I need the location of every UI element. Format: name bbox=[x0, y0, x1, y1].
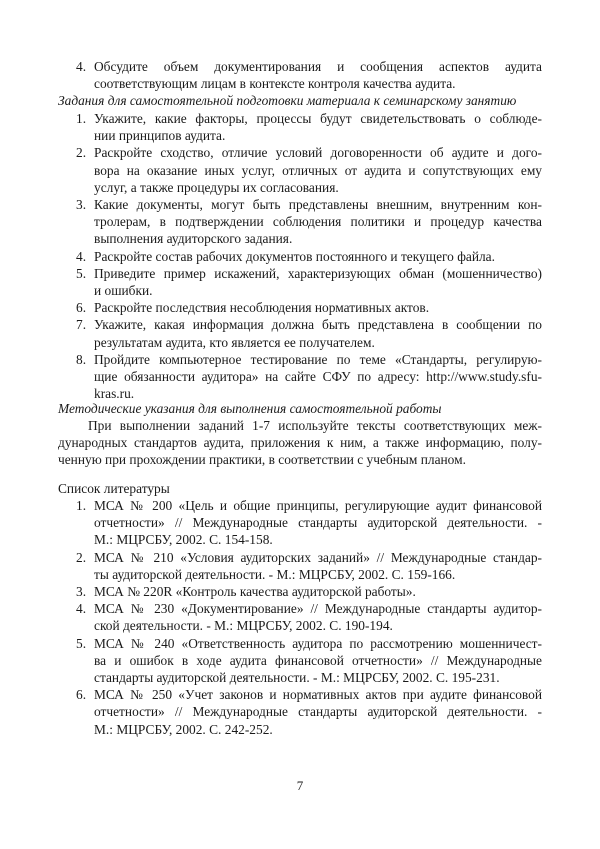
list-item-line: результатам аудита, кто является ее получателем. bbox=[94, 334, 375, 350]
list-number: 3. bbox=[76, 584, 87, 600]
list-item-line: соответствующим лицам в контексте контроля качества аудита. bbox=[94, 76, 456, 92]
task-item bbox=[0, 265, 600, 299]
list-number: 1. bbox=[76, 498, 87, 513]
list-item-line: Раскройте сходство, отличие условий договоренности об аудите и дого- bbox=[94, 145, 542, 161]
list-number: 6. bbox=[76, 687, 87, 703]
list-item-line: МСА № 200 «Цель и общие принципы, регулирующие аудит финансовой bbox=[94, 498, 542, 513]
list-item-line: Раскройте последствия несоблюдения нормативных актов. bbox=[94, 300, 430, 316]
list-item-line: Укажите, какая информация должна быть представлена в сообщении по bbox=[94, 317, 542, 333]
list-number: 5. bbox=[76, 635, 87, 651]
paragraph-line: дународных стандартов аудита, приложения к ним, а также информацию, полу- bbox=[58, 435, 542, 451]
list-number: 4. bbox=[76, 601, 87, 617]
paragraph-line: При выполнении заданий 1-7 используйте тексты соответствующих меж- bbox=[88, 418, 542, 433]
list-item-line: МСА № 240 «Ответственность аудитора по рассмотрению мошенничест- bbox=[94, 635, 542, 651]
task-item bbox=[0, 316, 600, 350]
list-number: 4. bbox=[76, 248, 87, 264]
list-number: 2. bbox=[76, 145, 87, 161]
task-item bbox=[0, 110, 600, 144]
paragraph-line: ченную при прохождении практики, в соответствии с учебным планом. bbox=[58, 452, 466, 468]
list-item-line: нии принципов аудита. bbox=[94, 128, 226, 144]
tasks-heading: Задания для самостоятельной подготовки материала к семинарскому занятию bbox=[58, 93, 517, 108]
literature-list bbox=[0, 497, 600, 738]
list-number: 1. bbox=[76, 111, 87, 126]
list-number: 5. bbox=[76, 265, 87, 281]
list-number: 6. bbox=[76, 300, 87, 316]
list-number: 8. bbox=[76, 351, 87, 367]
list-item-line: Обсудите объем документирования и сообщения аспектов аудита bbox=[94, 59, 542, 74]
literature-item bbox=[0, 635, 600, 687]
list-item-line: тролерам, в подтверждении соблюдения политики и процедур качества bbox=[94, 214, 542, 230]
list-item-line: Пройдите компьютерное тестирование по теме «Стандарты, регулирую- bbox=[94, 351, 542, 367]
literature-heading: Список литературы bbox=[58, 481, 170, 496]
literature-item bbox=[0, 549, 600, 583]
list-number: 2. bbox=[76, 549, 87, 565]
literature-item bbox=[0, 600, 600, 634]
list-item-line: отчетности» // Международные стандарты аудиторской деятельности. - bbox=[94, 704, 542, 720]
list-item-line: МСА № 210 «Условия аудиторских заданий» // Международные стандар- bbox=[94, 549, 542, 565]
list-item-line: вора на оказание иных услуг, отличных от аудита и сопутствующих ему bbox=[94, 162, 542, 178]
list-item-line: услуг, а также процедуры их согласования. bbox=[94, 179, 339, 195]
method-heading: Методические указания для выполнения самостоятельной работы bbox=[58, 401, 442, 416]
list-item-line: и ошибки. bbox=[94, 283, 153, 299]
list-item-line: МСА № 250 «Учет законов и нормативных актов при аудите финансовой bbox=[94, 687, 542, 703]
task-item bbox=[0, 196, 600, 248]
tasks-list bbox=[0, 110, 600, 402]
list-item-line: МСА № 220R «Контроль качества аудиторской работы». bbox=[94, 584, 416, 600]
page-number: 7 bbox=[296, 778, 304, 793]
task-item bbox=[0, 248, 600, 265]
literature-item bbox=[0, 686, 600, 738]
intro-list-item bbox=[0, 58, 600, 92]
list-item-line: kras.ru. bbox=[94, 386, 135, 402]
list-number: 7. bbox=[76, 317, 87, 333]
list-number: 3. bbox=[76, 197, 87, 213]
list-item-line: щие обязанности аудитора» на сайте СФУ по адресу: http://www.study.sfu- bbox=[94, 369, 542, 385]
list-item-line: М.: МЦРСБУ, 2002. С. 154-158. bbox=[94, 532, 273, 548]
task-item bbox=[0, 299, 600, 316]
list-item-line: ской деятельности. - М.: МЦРСБУ, 2002. С. 190-194. bbox=[94, 618, 393, 634]
literature-item bbox=[0, 497, 600, 549]
literature-item bbox=[0, 583, 600, 600]
list-item-line: Приведите пример искажений, характеризующих обман (мошенничество) bbox=[94, 265, 542, 281]
list-item-line: Укажите, какие факторы, процессы будут свидетельствовать о соблюде- bbox=[94, 111, 542, 126]
list-item-line: ты аудиторской деятельности. - М.: МЦРСБУ, 2002. С. 159-166. bbox=[94, 566, 456, 582]
list-item-line: отчетности» // Международные стандарты аудиторской деятельности. - bbox=[94, 515, 542, 531]
list-item-line: Раскройте состав рабочих документов постоянного и текущего файла. bbox=[94, 248, 495, 264]
method-paragraph bbox=[58, 417, 542, 469]
list-item-line: М.: МЦРСБУ, 2002. С. 242-252. bbox=[94, 721, 273, 737]
list-item-line: ва и ошибок в ходе аудита финансовой отчетности» // Международные bbox=[94, 652, 542, 668]
list-item-line: Какие документы, могут быть представлены внешним, внутренним кон- bbox=[94, 197, 542, 213]
list-item-line: выполнения аудиторского задания. bbox=[94, 231, 293, 247]
list-item-line: стандарты аудиторской деятельности. - М.: МЦРСБУ, 2002. С. 195-231. bbox=[94, 670, 500, 686]
task-item bbox=[0, 144, 600, 196]
list-number: 4. bbox=[76, 59, 87, 74]
task-item bbox=[0, 351, 600, 403]
list-item-line: МСА № 230 «Документирование» // Международные стандарты аудитор- bbox=[94, 601, 542, 617]
